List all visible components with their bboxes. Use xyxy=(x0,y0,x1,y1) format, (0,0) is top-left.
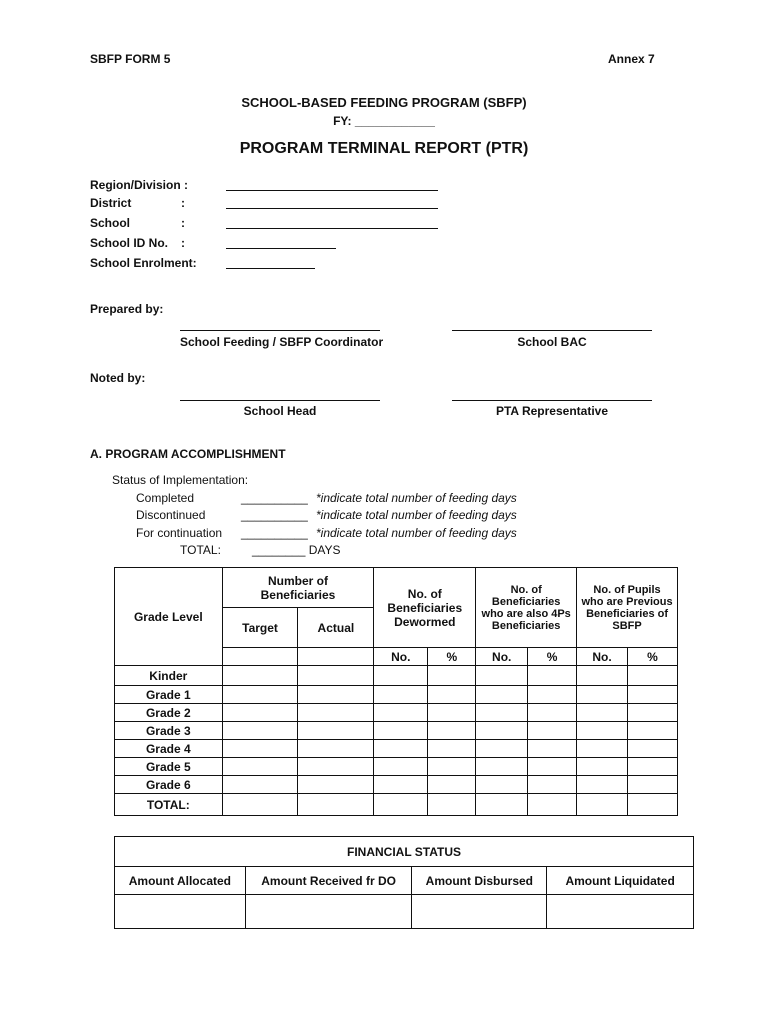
table-row xyxy=(115,794,678,816)
table-row xyxy=(115,666,678,686)
input-cell[interactable] xyxy=(374,666,428,686)
status-discontinued-note: *indicate total number of feeding days xyxy=(316,508,517,522)
input-cell[interactable] xyxy=(528,776,577,794)
row-label-grade-3: Grade 3 xyxy=(115,722,223,740)
input-cell[interactable] xyxy=(528,758,577,776)
input-cell[interactable] xyxy=(222,686,298,704)
input-cell[interactable] xyxy=(374,704,428,722)
input-cell[interactable] xyxy=(628,740,678,758)
amount-allocated-header: Amount Allocated xyxy=(115,867,246,895)
row-label-grade-4: Grade 4 xyxy=(115,740,223,758)
table-row xyxy=(115,704,678,722)
annex-label: Annex 7 xyxy=(608,52,655,66)
table-row xyxy=(115,740,678,758)
input-cell[interactable] xyxy=(628,722,678,740)
input-cell[interactable] xyxy=(476,740,528,758)
input-cell[interactable] xyxy=(374,686,428,704)
input-cell[interactable] xyxy=(476,704,528,722)
school-enrolment-label: School Enrolment: xyxy=(90,256,197,270)
school-id-colon: : xyxy=(181,236,185,250)
amount-allocated-cell[interactable] xyxy=(115,895,246,929)
input-cell[interactable] xyxy=(628,776,678,794)
input-cell[interactable] xyxy=(528,794,577,816)
input-cell[interactable] xyxy=(577,740,628,758)
noted-by-label: Noted by: xyxy=(90,371,146,385)
input-cell[interactable] xyxy=(476,776,528,794)
input-cell[interactable] xyxy=(577,794,628,816)
status-completed-label: Completed xyxy=(136,491,195,505)
bac-signature-line[interactable] xyxy=(452,318,652,331)
amount-liquidated-cell[interactable] xyxy=(547,895,694,929)
row-label-grade-2: Grade 2 xyxy=(115,704,223,722)
input-cell[interactable] xyxy=(428,722,476,740)
input-cell[interactable] xyxy=(577,776,628,794)
total-days-field[interactable]: ________ DAYS xyxy=(252,543,341,557)
previous-no-header: No. xyxy=(577,648,628,666)
school-label: School xyxy=(90,216,131,230)
grade-level-header: Grade Level xyxy=(115,568,223,666)
input-cell[interactable] xyxy=(428,758,476,776)
previous-pct-header: % xyxy=(628,648,678,666)
amount-disbursed-header: Amount Disbursed xyxy=(412,867,547,895)
input-cell[interactable] xyxy=(428,686,476,704)
status-continuation-note: *indicate total number of feeding days xyxy=(316,526,517,540)
row-label-total: TOTAL: xyxy=(115,794,223,816)
fourps-pct-header: % xyxy=(528,648,577,666)
section-a-heading: A. PROGRAM ACCOMPLISHMENT xyxy=(90,447,286,461)
pta-signature-line[interactable] xyxy=(452,388,652,401)
school-field[interactable] xyxy=(226,216,438,229)
input-cell[interactable] xyxy=(528,704,577,722)
input-cell[interactable] xyxy=(528,666,577,686)
input-cell[interactable] xyxy=(528,740,577,758)
input-cell[interactable] xyxy=(476,794,528,816)
status-continuation-label: For continuation xyxy=(136,526,223,540)
input-cell[interactable] xyxy=(577,758,628,776)
input-cell[interactable] xyxy=(577,704,628,722)
input-cell[interactable] xyxy=(428,704,476,722)
input-cell[interactable] xyxy=(428,794,476,816)
input-cell[interactable] xyxy=(628,666,678,686)
coordinator-title: School Feeding / SBFP Coordinator xyxy=(180,335,384,349)
input-cell[interactable] xyxy=(577,722,628,740)
input-cell[interactable] xyxy=(577,686,628,704)
amount-received-header: Amount Received fr DO xyxy=(245,867,412,895)
school-head-title: School Head xyxy=(243,404,317,418)
input-cell[interactable] xyxy=(528,686,577,704)
amount-received-cell[interactable] xyxy=(245,895,412,929)
school-colon: : xyxy=(181,216,185,230)
input-cell[interactable] xyxy=(374,758,428,776)
input-cell[interactable] xyxy=(222,776,298,794)
program-title: SCHOOL-BASED FEEDING PROGRAM (SBFP) xyxy=(241,95,527,110)
dewormed-pct-header: % xyxy=(428,648,476,666)
input-cell[interactable] xyxy=(298,794,374,816)
input-cell[interactable] xyxy=(222,704,298,722)
fy-field[interactable]: FY: ____________ xyxy=(333,114,435,128)
table-row xyxy=(115,758,678,776)
school-id-field[interactable] xyxy=(226,236,336,249)
table-row xyxy=(115,776,678,794)
prepared-by-label: Prepared by: xyxy=(90,302,164,316)
input-cell[interactable] xyxy=(222,666,298,686)
input-cell[interactable] xyxy=(428,776,476,794)
input-cell[interactable] xyxy=(476,722,528,740)
input-cell[interactable] xyxy=(577,666,628,686)
input-cell[interactable] xyxy=(298,776,374,794)
region-division-label: Region/Division : xyxy=(90,178,189,192)
table-row xyxy=(115,686,678,704)
fourps-header: No. of Beneficiaries who are also 4Ps Beneficiaries xyxy=(476,568,577,648)
status-continuation-field[interactable]: __________ xyxy=(241,526,308,540)
input-cell[interactable] xyxy=(298,666,374,686)
input-cell[interactable] xyxy=(374,794,428,816)
status-completed-field[interactable]: __________ xyxy=(241,491,308,505)
table-row xyxy=(115,722,678,740)
district-field[interactable] xyxy=(226,196,438,209)
district-label: District xyxy=(90,196,132,210)
input-cell[interactable] xyxy=(222,794,298,816)
financial-status-title: FINANCIAL STATUS xyxy=(115,837,694,867)
region-division-field[interactable] xyxy=(226,178,438,191)
input-cell[interactable] xyxy=(298,704,374,722)
amount-disbursed-cell[interactable] xyxy=(412,895,547,929)
input-cell[interactable] xyxy=(298,740,374,758)
input-cell[interactable] xyxy=(222,758,298,776)
total-days-label: TOTAL: xyxy=(180,543,221,557)
bac-title: School BAC xyxy=(517,335,587,349)
input-cell[interactable] xyxy=(298,722,374,740)
form-id: SBFP FORM 5 xyxy=(90,52,171,66)
input-cell[interactable] xyxy=(628,686,678,704)
row-label-kinder: Kinder xyxy=(115,666,223,686)
target-header: Target xyxy=(222,608,298,648)
input-cell[interactable] xyxy=(628,704,678,722)
input-cell[interactable] xyxy=(222,740,298,758)
status-completed-note: *indicate total number of feeding days xyxy=(316,491,517,505)
input-cell[interactable] xyxy=(374,740,428,758)
input-cell[interactable] xyxy=(298,758,374,776)
district-colon: : xyxy=(181,196,185,210)
report-title: PROGRAM TERMINAL REPORT (PTR) xyxy=(239,140,529,157)
row-label-grade-6: Grade 6 xyxy=(115,776,223,794)
school-enrolment-field[interactable] xyxy=(226,256,315,269)
num-beneficiaries-header: Number of Beneficiaries xyxy=(222,568,374,608)
pta-title: PTA Representative xyxy=(495,404,609,418)
input-cell[interactable] xyxy=(476,666,528,686)
dewormed-header: No. of Beneficiaries Dewormed xyxy=(374,568,476,648)
input-cell[interactable] xyxy=(628,794,678,816)
input-cell[interactable] xyxy=(374,722,428,740)
fourps-no-header: No. xyxy=(476,648,528,666)
dewormed-no-header: No. xyxy=(374,648,428,666)
input-cell[interactable] xyxy=(428,666,476,686)
input-cell[interactable] xyxy=(222,722,298,740)
actual-header: Actual xyxy=(298,608,374,648)
status-discontinued-field[interactable]: __________ xyxy=(241,508,308,522)
school-id-label: School ID No. xyxy=(90,236,168,250)
input-cell[interactable] xyxy=(374,776,428,794)
input-cell[interactable] xyxy=(476,758,528,776)
previous-beneficiaries-header: No. of Pupils who are Previous Beneficiaries of SBFP xyxy=(577,568,678,648)
input-cell[interactable] xyxy=(428,740,476,758)
input-cell[interactable] xyxy=(628,758,678,776)
financial-status-table xyxy=(114,836,694,929)
input-cell[interactable] xyxy=(528,722,577,740)
amount-liquidated-header: Amount Liquidated xyxy=(547,867,694,895)
status-label: Status of Implementation: xyxy=(112,473,249,487)
status-discontinued-label: Discontinued xyxy=(136,508,206,522)
beneficiary-table xyxy=(114,567,678,816)
school-head-signature-line[interactable] xyxy=(180,388,380,401)
row-label-grade-1: Grade 1 xyxy=(115,686,223,704)
input-cell[interactable] xyxy=(476,686,528,704)
row-label-grade-5: Grade 5 xyxy=(115,758,223,776)
input-cell[interactable] xyxy=(298,686,374,704)
coordinator-signature-line[interactable] xyxy=(180,318,380,331)
